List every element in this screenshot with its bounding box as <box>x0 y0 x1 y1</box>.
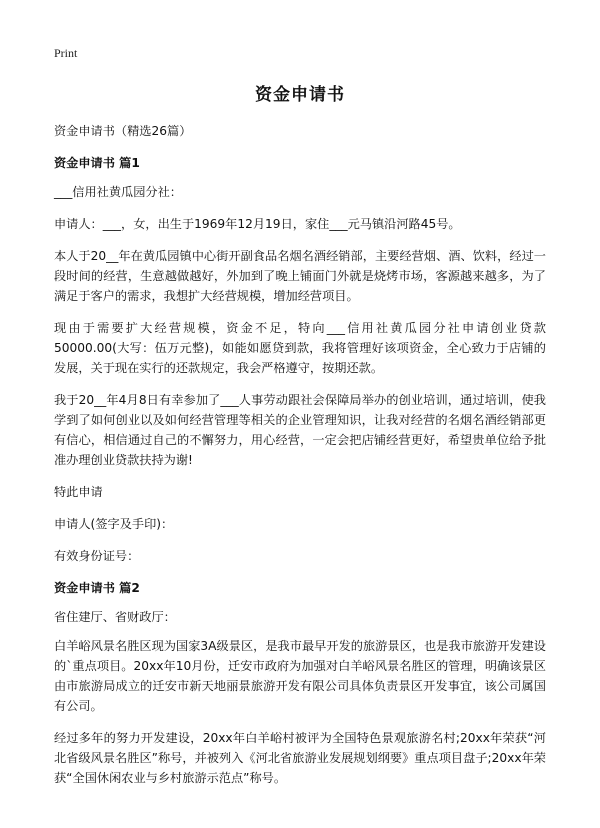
document-body <box>54 121 546 788</box>
section-2-paragraph-2: 经过多年的努力开发建设，20xx年白羊峪村被评为全国特色景观旅游名村;20xx年荣获“河北省级风景名胜区”称号，并被列入《河北省旅游业发展规划纲要》重点项目盘子;20xx年荣获“全国休闲农业与乡村旅游示范点”称号。 <box>54 731 546 785</box>
section-1-closing: 特此申请 <box>54 485 103 499</box>
section-1-paragraph-3: 我于20__年4月8日有幸参加了___人事劳动跟社会保障局举办的创业培训，通过培训，使我学到了如何创业以及如何经营管理等相关的企业管理知识，让我对经营的名烟名酒经销部更有信心，相信通过自己的不懈努力，用心经营，一定会把店铺经营更好，希望贵单位给予批准办理创业贷款扶持为谢! <box>54 393 546 467</box>
document-title: 资金申请书 <box>255 85 345 105</box>
section-1-heading: 资金申请书 篇1 <box>54 156 140 170</box>
section-1-paragraph-1: 本人于20__年在黄瓜园镇中心街开副食品名烟名酒经销部，主要经营烟、酒、饮料，经过一段时间的经营，生意越做越好，外加到了晚上铺面门外就是烧烤市场，客源越来越多，为了满足于客户的需求，我想扩大经营规模，增加经营项目。 <box>54 249 546 303</box>
section-1-salutation: ___信用社黄瓜园分社： <box>54 185 182 199</box>
section-1-applicant-line: 申请人：___，女，出生于1969年12月19日，家住___元马镇沿河路45号。 <box>54 217 461 231</box>
section-1-paragraph-2: 现由于需要扩大经营规模，资金不足，特向___信用社黄瓜园分社申请创业贷款50000.00(大写：伍万元整)，如能如愿贷到款，我将管理好该项资金，全心致力于店铺的发展，关于现在实行的还款规定，我会严格遵守，按期还款。 <box>54 321 546 375</box>
section-1-signature: 申请人(签字及手印)： <box>54 517 174 531</box>
print-link[interactable]: Print <box>54 46 78 60</box>
section-1-id-number: 有效身份证号： <box>54 549 140 563</box>
document-subtitle: 资金申请书（精选26篇） <box>54 124 192 138</box>
section-2-salutation: 省住建厅、省财政厅： <box>54 610 176 624</box>
section-2-paragraph-1: 白羊峪风景名胜区现为国家3A级景区，是我市最早开发的旅游景区，也是我市旅游开发建设的`重点项目。20xx年10月份，迁安市政府为加强对白羊峪风景名胜区的管理，明确该景区由市旅游局成立的迁安市新天地丽景旅游开发有限公司具体负责景区开发事宜，该公司属国有公司。 <box>54 639 546 713</box>
section-2-heading: 资金申请书 篇2 <box>54 581 140 595</box>
